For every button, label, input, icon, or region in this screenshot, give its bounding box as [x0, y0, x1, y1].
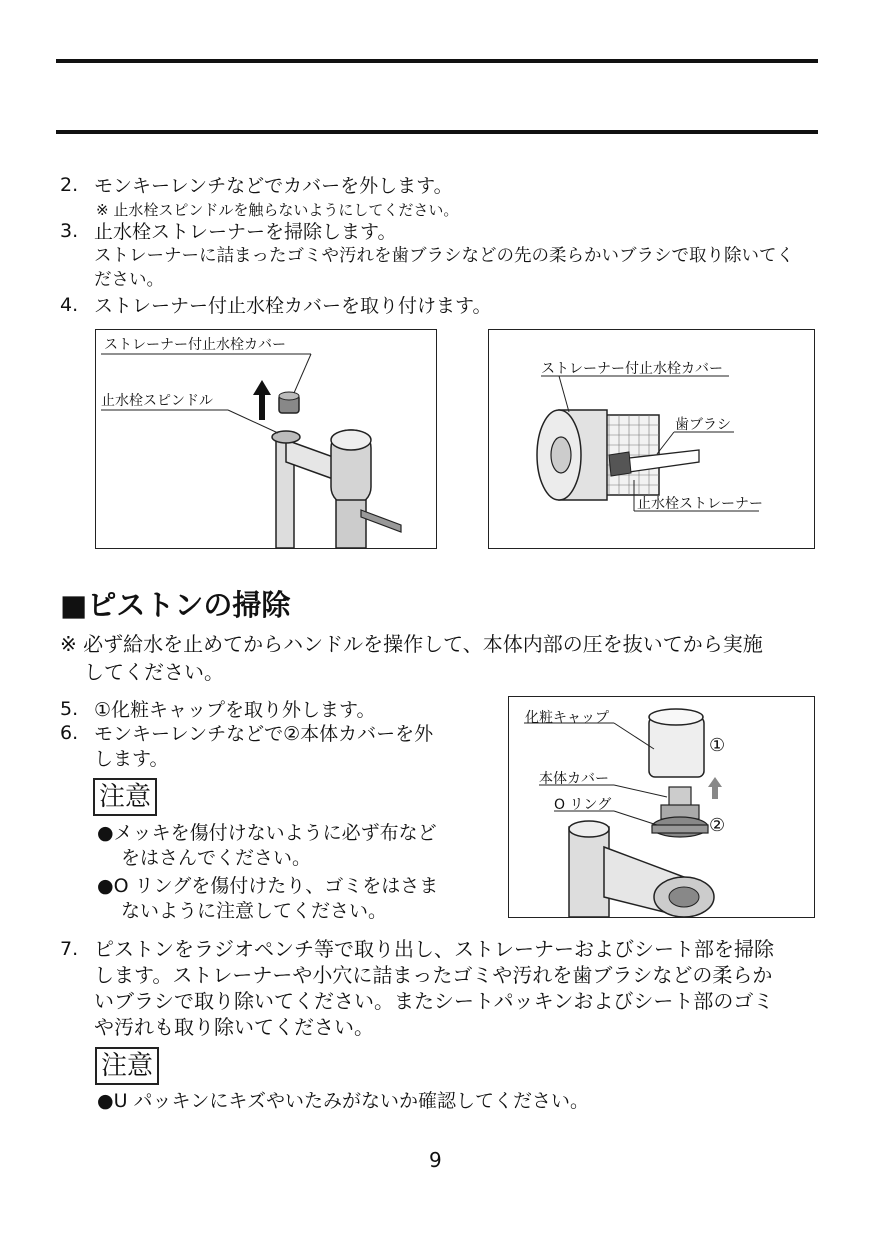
step-detail: ストレーナーに詰まったゴミや汚れを歯ブラシなどの先の柔らかいブラシで取り除いてく	[94, 246, 794, 266]
step-text: モンキーレンチなどで②本体カバーを外	[94, 723, 434, 745]
caution-bullet: ●O リングを傷付けたり、ゴミをはさま	[97, 875, 439, 897]
step-text: します。ストレーナーや小穴に詰まったゴミや汚れを歯ブラシなどの柔らか	[94, 963, 773, 987]
figure-label: 化粧キャップ	[525, 710, 609, 726]
figure-label: ストレーナー付止水栓カバー	[541, 361, 723, 377]
figure-label: 歯ブラシ	[675, 417, 731, 433]
figure-piston-disassembly	[508, 696, 815, 918]
step-number: 2.	[60, 174, 79, 196]
step-detail: ださい。	[94, 270, 164, 290]
caution-bullet: ●メッキを傷付けないように必ず布など	[97, 822, 437, 844]
step-text: ①化粧キャップを取り外します。	[94, 699, 376, 721]
figure-strainer-cleaning	[488, 329, 815, 549]
figure-label: O リング	[554, 797, 612, 813]
step-text: モンキーレンチなどでカバーを外します。	[94, 175, 453, 197]
figure-marker: ①	[709, 735, 726, 756]
figure-label: 止水栓ストレーナー	[637, 496, 763, 512]
figure-label: ストレーナー付止水栓カバー	[104, 337, 286, 353]
figure-strainer-install-drawing	[96, 330, 436, 548]
step-note: ※ 止水栓スピンドルを触らないようにしてください。	[96, 201, 459, 219]
step-text: ストレーナー付止水栓カバーを取り付けます。	[94, 295, 492, 317]
figure-marker: ②	[709, 815, 726, 836]
figure-label: 本体カバー	[539, 771, 609, 787]
step-number: 4.	[60, 294, 79, 316]
step-text: します。	[94, 748, 169, 770]
figure-strainer-install	[95, 329, 437, 549]
caution-bullet: をはさんでください。	[121, 847, 312, 869]
section-title: ■ピストンの掃除	[60, 588, 291, 622]
step-number: 7.	[60, 938, 79, 960]
page-number: 9	[429, 1148, 442, 1172]
header-rule-bottom	[56, 130, 818, 134]
caution-heading: 注意	[93, 778, 157, 816]
section-warning: ※ 必ず給水を止めてからハンドルを操作して、本体内部の圧を抜いてから実施	[60, 632, 763, 656]
caution-bullet: ●U パッキンにキズやいたみがないか確認してください。	[97, 1090, 589, 1112]
step-text: 止水栓ストレーナーを掃除します。	[94, 221, 397, 243]
step-number: 6.	[60, 722, 79, 744]
step-text: いブラシで取り除いてください。またシートパッキンおよびシート部のゴミ	[94, 989, 774, 1013]
step-text: ピストンをラジオペンチ等で取り出し、ストレーナーおよびシート部を掃除	[94, 937, 774, 961]
step-text: や汚れも取り除いてください。	[94, 1015, 374, 1039]
caution-heading: 注意	[95, 1047, 159, 1085]
step-number: 3.	[60, 220, 79, 242]
caution-bullet: ないように注意してください。	[121, 900, 388, 922]
step-number: 5.	[60, 698, 79, 720]
section-warning: してください。	[84, 660, 224, 684]
figure-label: 止水栓スピンドル	[101, 393, 213, 409]
header-rule-top	[56, 59, 818, 63]
